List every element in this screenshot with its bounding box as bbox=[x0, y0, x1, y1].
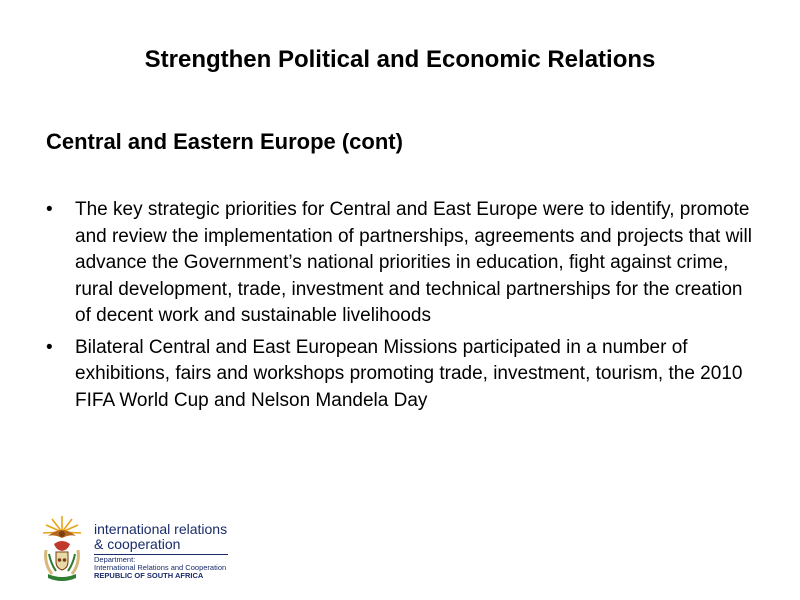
bullet-item bbox=[46, 335, 756, 415]
department-name: International Relations and Cooperation bbox=[94, 563, 227, 572]
bullet-marker: • bbox=[46, 336, 53, 358]
section-heading: Central and Eastern Europe (cont) bbox=[46, 129, 403, 154]
coat-of-arms-icon bbox=[38, 514, 86, 582]
bullet-text: Bilateral Central and East European Missions participated in a number of exhibitions, fairs and workshops promoting trade, investment, tourism, the 2010 FIFA World Cup and Nelson Mandela Day bbox=[75, 336, 743, 411]
bullet-list bbox=[46, 197, 756, 419]
bullet-text: The key strategic priorities for Central and East Europe were to identify, promote and review the implementation of partnerships, agreements and projects that will advance the Government’s national priorities in education, fight against crime, rural development, trade, investment and technical partnerships for the creation of decent work and sustainable livelihoods bbox=[75, 199, 752, 326]
bullet-item bbox=[46, 197, 756, 330]
logo-title-line1: international relations bbox=[94, 521, 228, 537]
bullet-marker: • bbox=[46, 199, 53, 220]
country-name: REPUBLIC OF SOUTH AFRICA bbox=[94, 571, 204, 580]
department-label: Department: bbox=[94, 555, 136, 564]
slide-title: Strengthen Political and Economic Relations bbox=[144, 46, 656, 73]
department-logo bbox=[38, 514, 238, 584]
logo-title-line2: & cooperation bbox=[94, 536, 181, 552]
